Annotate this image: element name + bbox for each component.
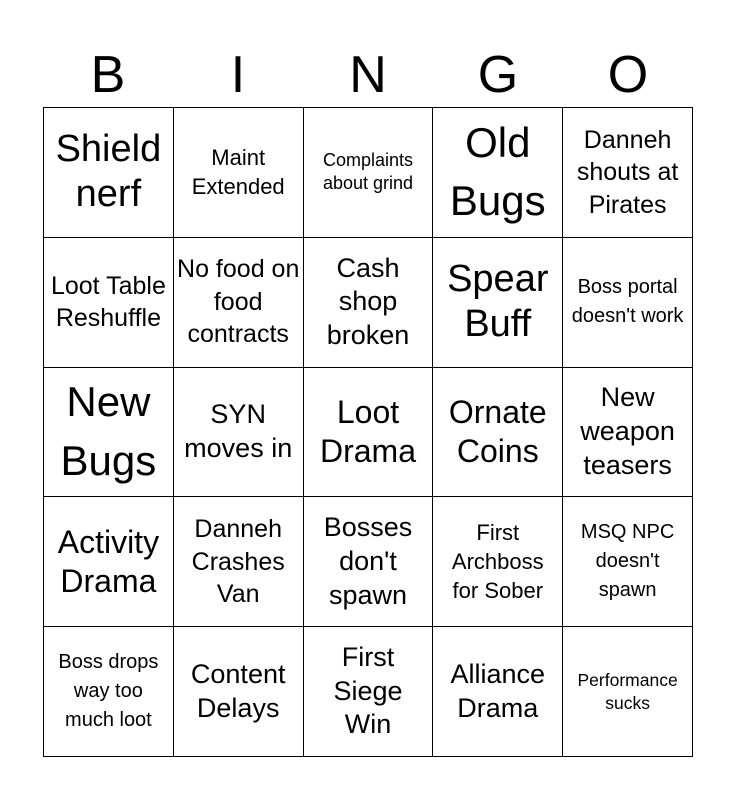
bingo-cell-label: Complaints about grind	[322, 150, 414, 194]
bingo-cell-r2c1[interactable]	[44, 238, 174, 368]
bingo-cell-r5c1[interactable]	[44, 627, 174, 757]
bingo-cell-r4c1[interactable]	[44, 497, 174, 627]
bingo-cell-r1c3[interactable]	[304, 108, 434, 238]
bingo-cell-label: Activity Drama	[57, 523, 160, 599]
bingo-cell-label: First Archboss for Sober	[451, 520, 544, 604]
bingo-cell-label: First Siege Win	[333, 641, 403, 740]
bingo-header	[43, 42, 693, 108]
bingo-cell-r2c4[interactable]	[433, 238, 563, 368]
bingo-cell-label: New Bugs	[60, 378, 157, 484]
bingo-cell-label: Spear Buff	[447, 257, 549, 346]
bingo-cell-label: Danneh Crashes Van	[191, 515, 285, 609]
bingo-cell-label: Old Bugs	[449, 118, 546, 225]
bingo-cell-r1c2[interactable]	[174, 108, 304, 238]
bingo-cell-label: No food on food contracts	[177, 255, 300, 349]
bingo-cell-r4c5[interactable]	[563, 497, 693, 627]
bingo-cell-label: Cash shop broken	[326, 252, 410, 351]
bingo-cell-label: SYN moves in	[184, 399, 293, 463]
bingo-cell-r3c5[interactable]	[563, 368, 693, 498]
bingo-cell-label: Maint Extended	[191, 145, 285, 200]
bingo-cell-label: Loot Table Reshuffle	[50, 271, 166, 333]
bingo-cell-r5c5[interactable]	[563, 627, 693, 757]
bingo-cell-r5c2[interactable]	[174, 627, 304, 757]
bingo-cell-r4c3[interactable]	[304, 497, 434, 627]
bingo-cell-r2c5[interactable]	[563, 238, 693, 368]
bingo-cell-r3c2[interactable]	[174, 368, 304, 498]
bingo-cell-label: Alliance Drama	[450, 658, 546, 723]
bingo-cell-label: Loot Drama	[319, 393, 416, 469]
bingo-cell-label: Boss portal doesn't work	[571, 276, 684, 328]
bingo-cell-r1c5[interactable]	[563, 108, 693, 238]
bingo-cell-r2c2[interactable]	[174, 238, 304, 368]
bingo-cell-label: New weapon teasers	[580, 382, 675, 480]
header-letter-b: B	[90, 46, 126, 104]
bingo-cell-r4c2[interactable]	[174, 497, 304, 627]
bingo-cell-r3c1[interactable]	[44, 368, 174, 498]
bingo-grid	[43, 107, 693, 757]
bingo-cell-label: MSQ NPC doesn't spawn	[580, 521, 675, 602]
bingo-cell-label: Bosses don't spawn	[323, 512, 413, 610]
bingo-cell-r1c4[interactable]	[433, 108, 563, 238]
bingo-cell-label: Content Delays	[190, 658, 286, 723]
header-letter-o: O	[607, 46, 649, 104]
bingo-cell-label: Performance sucks	[577, 669, 678, 713]
bingo-cell-r5c4[interactable]	[433, 627, 563, 757]
header-letter-n: N	[349, 46, 387, 104]
bingo-cell-r3c4[interactable]	[433, 368, 563, 498]
header-letter-g: G	[477, 46, 519, 104]
bingo-cell-r5c3[interactable]	[304, 627, 434, 757]
bingo-cell-r4c4[interactable]	[433, 497, 563, 627]
bingo-cell-r3c3[interactable]	[304, 368, 434, 498]
bingo-cell-label: Boss drops way too much loot	[58, 651, 159, 732]
bingo-cell-label: Ornate Coins	[448, 393, 547, 469]
bingo-cell-label: Danneh shouts at Pirates	[576, 125, 679, 219]
bingo-cell-label: Shield nerf	[55, 127, 162, 216]
bingo-cell-r1c1[interactable]	[44, 108, 174, 238]
header-letter-i: I	[230, 46, 246, 104]
bingo-cell-r2c3[interactable]	[304, 238, 434, 368]
